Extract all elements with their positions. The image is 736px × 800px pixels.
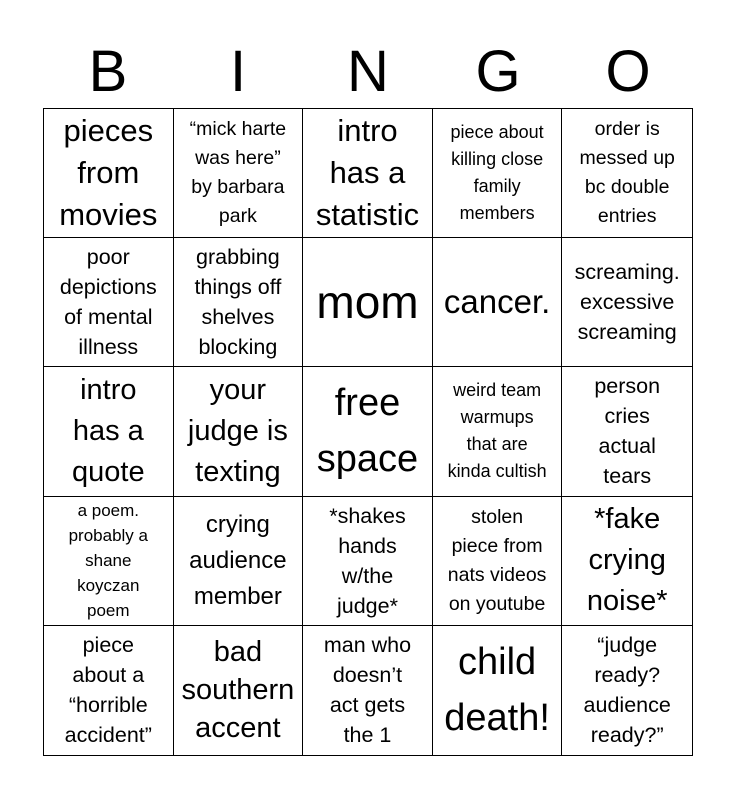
header-letter-i: I	[229, 39, 247, 104]
cell-text: intro has a statistic	[315, 113, 420, 233]
cell-text: your judge is texting	[187, 373, 288, 488]
cell-text: cancer.	[443, 283, 551, 321]
header-letter-b: B	[88, 39, 128, 104]
bingo-cell[interactable]	[562, 109, 692, 238]
cell-text: *shakes hands w/the judge*	[329, 503, 406, 618]
cell-text: stolen piece from nats videos on youtube	[447, 505, 547, 615]
cell-text: person cries actual tears	[594, 374, 661, 489]
bingo-cell[interactable]	[433, 367, 563, 496]
bingo-cell[interactable]	[433, 497, 563, 626]
cell-text: crying audience member	[189, 510, 287, 610]
bingo-cell[interactable]	[562, 238, 692, 367]
cell-text: grabbing things off shelves blocking	[194, 245, 282, 360]
cell-text: free space	[316, 382, 419, 481]
bingo-cell[interactable]	[44, 626, 174, 755]
cell-text: *fake crying noise*	[586, 503, 668, 618]
cell-text: child death!	[444, 641, 550, 740]
cell-text: man who doesn’t act gets the 1	[323, 633, 412, 748]
bingo-cell[interactable]	[433, 238, 563, 367]
bingo-cell[interactable]	[44, 238, 174, 367]
bingo-cell[interactable]	[303, 497, 433, 626]
cell-text: order is messed up bc double entries	[579, 118, 675, 228]
bingo-cell[interactable]	[174, 367, 304, 496]
cell-text: bad southern accent	[181, 636, 295, 745]
bingo-board	[43, 108, 693, 756]
cell-text: weird team warmups that are kinda cultish	[447, 380, 547, 482]
cell-text: a poem. probably a shane koyczan poem	[68, 501, 148, 621]
bingo-cell[interactable]	[562, 497, 692, 626]
header-letter-n: N	[347, 39, 389, 104]
bingo-cell[interactable]	[562, 626, 692, 755]
bingo-cell[interactable]	[44, 367, 174, 496]
header-letter-o: O	[605, 39, 651, 104]
bingo-cell[interactable]	[433, 109, 563, 238]
bingo-cell[interactable]	[562, 367, 692, 496]
bingo-cell[interactable]	[174, 109, 304, 238]
cell-text: piece about a “horrible accident”	[64, 633, 152, 748]
header-letter-g: G	[475, 39, 521, 104]
bingo-cell[interactable]	[174, 626, 304, 755]
bingo-cell[interactable]	[303, 626, 433, 755]
cell-text: screaming. excessive screaming	[574, 260, 680, 345]
bingo-cell[interactable]	[174, 497, 304, 626]
bingo-header	[43, 36, 693, 108]
cell-text: “judge ready? audience ready?”	[583, 633, 671, 748]
cell-text: piece about killing close family members	[450, 122, 544, 224]
free-space-cell[interactable]	[303, 367, 433, 496]
bingo-cell[interactable]	[303, 238, 433, 367]
cell-text: pieces from movies	[59, 113, 158, 233]
bingo-cell[interactable]	[174, 238, 304, 367]
cell-text: intro has a quote	[72, 373, 145, 488]
bingo-cell[interactable]	[433, 626, 563, 755]
bingo-cell[interactable]	[44, 109, 174, 238]
cell-text: poor depictions of mental illness	[59, 245, 157, 360]
bingo-cell[interactable]	[303, 109, 433, 238]
cell-text: mom	[316, 276, 419, 329]
bingo-cell[interactable]	[44, 497, 174, 626]
cell-text: “mick harte was here” by barbara park	[189, 118, 287, 228]
